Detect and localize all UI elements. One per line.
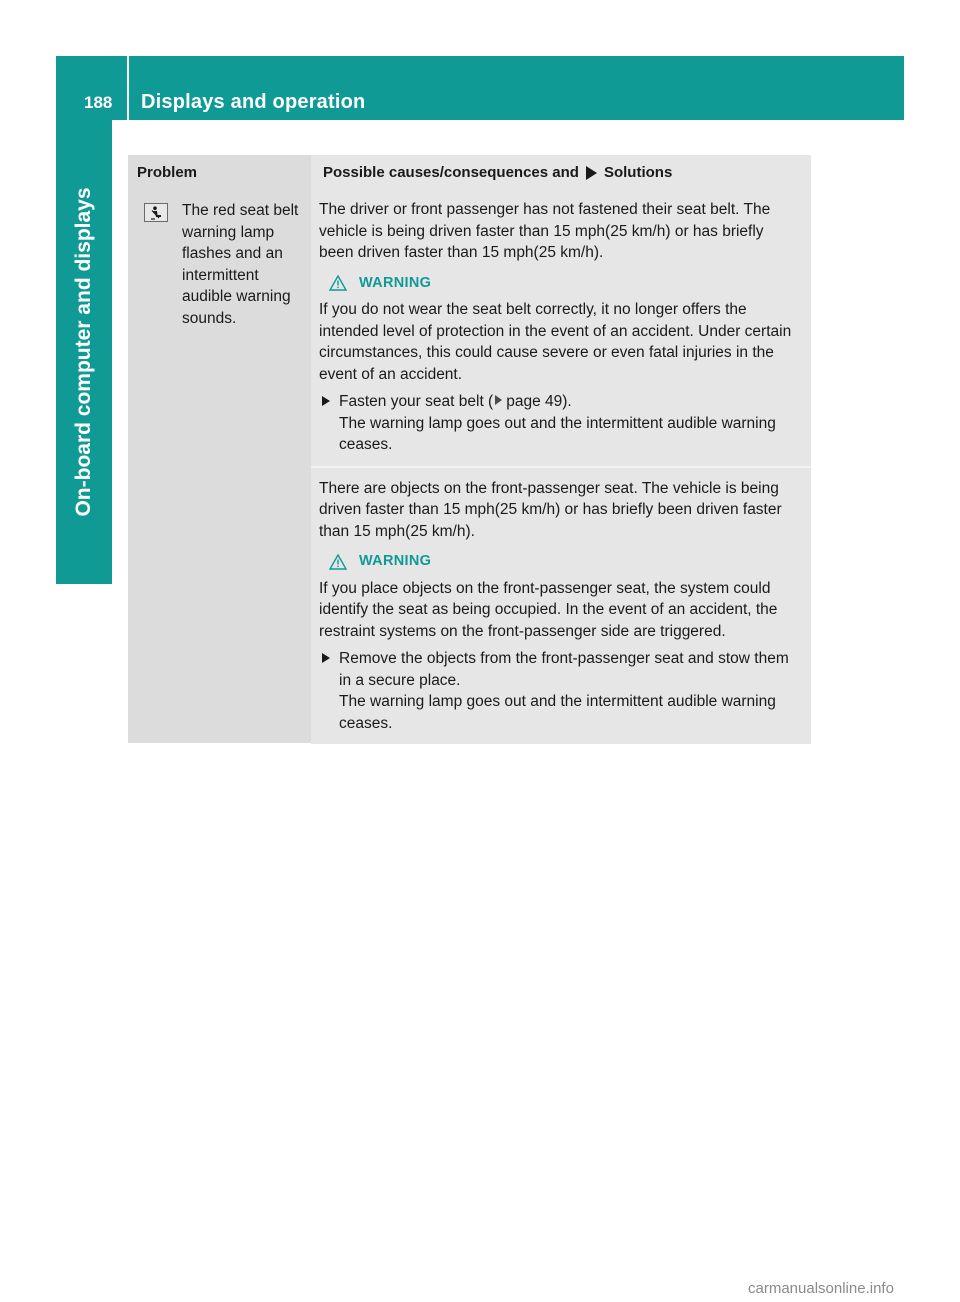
table-row (128, 190, 811, 744)
warning-label: WARNING (359, 274, 432, 291)
instruction-step (319, 391, 801, 456)
header-problem: Problem (128, 155, 311, 190)
play-arrow-icon (586, 166, 597, 180)
warning-text: If you do not wear the seat belt correctly, it no longer offers the intended level of protection in the event of an accident. Under certain circumstances, this could cause severe or even fatal injuries in the event of an accident. (319, 301, 792, 383)
cause-text: There are objects on the front-passenger seat. The vehicle is being driven faster than 15 mph(25 km/h) or has briefly been driven faster than 15 mph(25 km/h). (319, 479, 782, 540)
cause-text: The driver or front passenger has not fastened their seat belt. The vehicle is being driven faster than 15 mph(25 km/h) or has briefly been driven faster than 15 mph(25 km/h). (319, 201, 771, 261)
step-text[interactable] (339, 391, 801, 413)
table-header-row (128, 155, 811, 190)
page-number: 188 (84, 93, 113, 112)
warning-heading (329, 551, 801, 573)
problem-table (128, 155, 811, 744)
step-result: The warning lamp goes out and the intermittent audible warning ceases. (339, 414, 776, 453)
page-ref-arrow-icon (495, 395, 502, 405)
seat-belt-icon (144, 203, 168, 222)
instruction-step (319, 648, 801, 734)
step-result: The warning lamp goes out and the intermittent audible warning ceases. (339, 693, 776, 732)
step-arrow-icon (322, 653, 330, 663)
problem-description: The red seat belt warning lamp flashes and an intermittent audible warning sounds. (182, 202, 299, 327)
step-text-before: Fasten your seat belt ( (339, 393, 494, 410)
header-solutions (311, 155, 811, 190)
warning-triangle-icon (329, 275, 347, 291)
section-title: Displays and operation (141, 91, 366, 113)
warning-heading (329, 273, 801, 295)
page-reference-link[interactable]: page 49). (506, 393, 572, 410)
warning-label: WARNING (359, 553, 432, 569)
warning-text: If you place objects on the front-passenger seat, the system could identify the seat as being occupied. In the event of an accident, the restraint systems on the front-passenger side are triggered. (319, 579, 778, 640)
header-solutions-suffix: Solutions (603, 164, 673, 181)
solutions-cell (311, 190, 811, 744)
header-divider (127, 56, 129, 120)
solution-block (311, 466, 811, 745)
step-text: Remove the objects from the front-passenger seat and stow them in a secure place. (339, 650, 789, 689)
problem-cell (128, 190, 311, 743)
watermark: carmanualsonline.info (748, 1280, 894, 1297)
solution-block (311, 190, 811, 466)
step-arrow-icon (322, 396, 330, 406)
side-tab-label: On-board computer and displays (72, 187, 95, 517)
header-solutions-prefix: Possible causes/consequences and (323, 164, 579, 181)
warning-triangle-icon (329, 554, 347, 570)
